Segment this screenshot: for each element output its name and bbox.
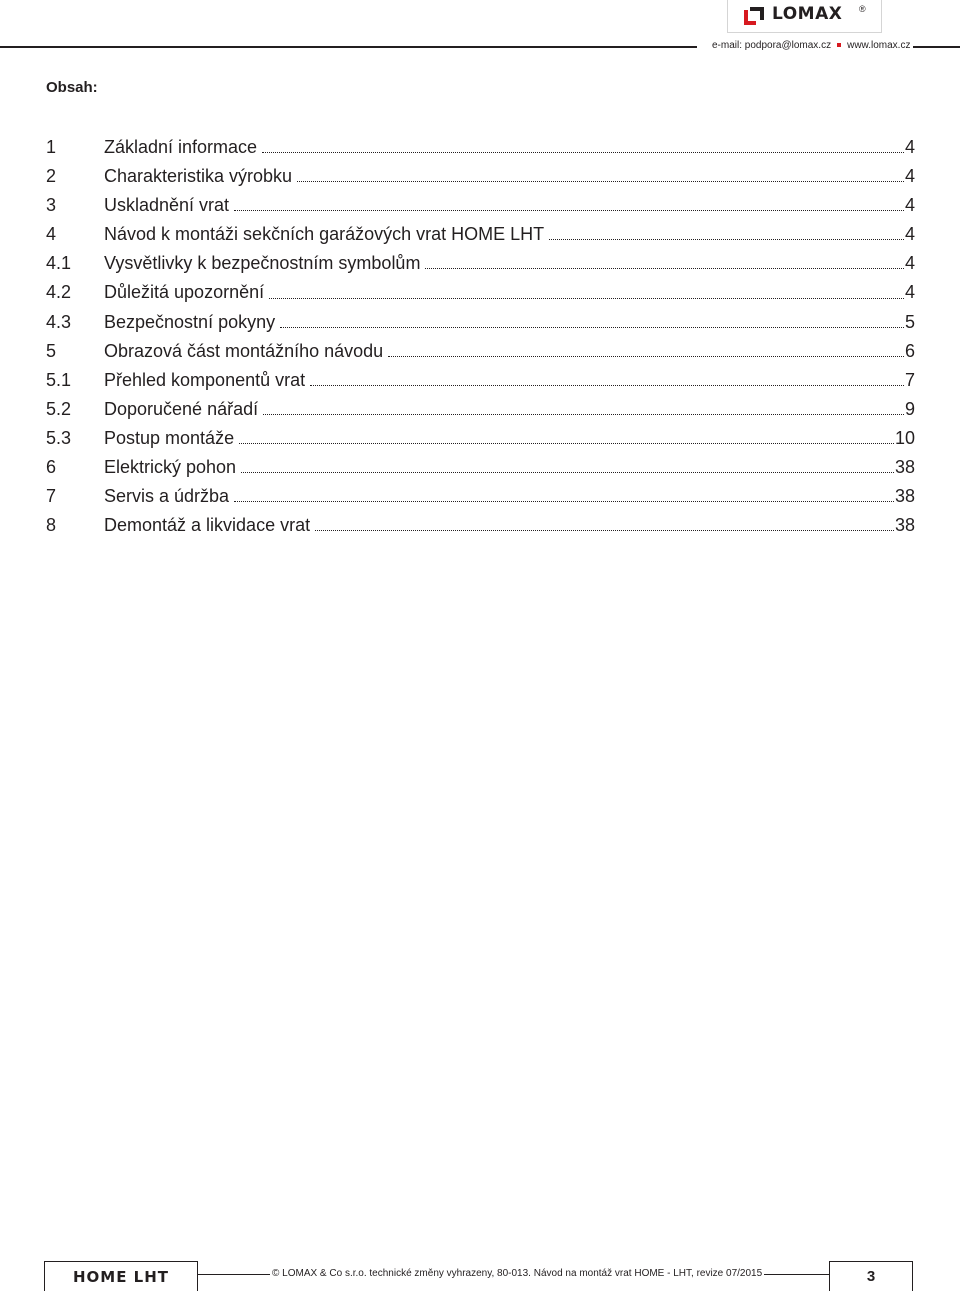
toc-dot-leader [263,414,904,415]
toc-page-number: 4 [904,137,915,157]
toc-title: Servis a údržba [104,486,230,507]
toc-row[interactable] [46,424,915,453]
toc-dot-leader [425,268,904,269]
toc-dot-leader [280,327,904,328]
toc-title: Obrazová část montážního návodu [104,340,384,361]
toc-row[interactable] [46,191,915,220]
toc-heading: Obsah: [46,79,98,96]
separator-square-icon [837,43,841,47]
logo-trademark: ® [859,4,866,14]
toc-row[interactable] [46,395,915,424]
toc-dot-leader [239,443,894,444]
toc-dot-leader [269,298,904,299]
header-email[interactable]: e-mail: podpora@lomax.cz [712,40,832,51]
toc-row[interactable] [46,249,915,278]
toc-row[interactable] [46,220,915,249]
toc-dot-leader [297,181,904,182]
toc-row[interactable] [46,366,915,395]
toc-page-number: 7 [904,369,915,390]
table-of-contents [46,133,915,540]
toc-dot-leader [549,239,904,240]
toc-dot-leader [262,152,904,153]
toc-dot-leader [315,530,894,531]
toc-row[interactable] [46,337,915,366]
toc-number: 5.3 [46,427,72,448]
footer-page-box [829,1261,913,1291]
toc-title: Doporučené nářadí [104,398,259,419]
toc-row[interactable] [46,278,915,307]
toc-page-number: 38 [894,486,915,507]
toc-page-number: 6 [904,340,915,361]
header-contacts [709,40,913,54]
toc-page-number: 4 [904,195,915,216]
toc-page-number: 10 [894,427,915,448]
toc-dot-leader [388,356,904,357]
footer-product-name: HOME LHT [72,1267,170,1286]
toc-title: Charakteristika výrobku [104,166,293,187]
toc-title: Demontáž a likvidace vrat [104,515,311,536]
toc-number: 6 [46,457,57,478]
toc-number: 4.3 [46,311,72,332]
toc-row[interactable] [46,453,915,482]
toc-title: Důležitá upozornění [104,282,265,303]
toc-dot-leader [234,501,894,502]
toc-title: Návod k montáži sekčních garážových vrat HOME LHT [104,224,545,245]
toc-row[interactable] [46,162,915,191]
header-rule-right [909,46,960,48]
toc-title: Základní informace [104,137,258,157]
toc-number: 1 [46,137,57,157]
header-website[interactable]: www.lomax.cz [847,40,911,51]
toc-page-number: 38 [894,515,915,536]
toc-title: Postup montáže [104,427,235,448]
toc-number: 7 [46,486,57,507]
toc-number: 2 [46,166,57,187]
toc-dot-leader [310,385,904,386]
toc-page-number: 4 [904,253,915,274]
lomax-logo-mark-icon [744,7,766,27]
toc-page-number: 5 [904,311,915,332]
header-rule-left [0,46,697,48]
toc-number: 3 [46,195,57,216]
footer-copyright: © LOMAX & Co s.r.o. technické změny vyhrazeny, 80-013. Návod na montáž vrat HOME - LHT, revize 07/2015 [270,1268,764,1282]
toc-row[interactable] [46,482,915,511]
toc-dot-leader [234,210,904,211]
toc-number: 5.2 [46,398,72,419]
toc-page-number: 38 [894,457,915,478]
toc-number: 8 [46,515,57,536]
toc-row[interactable] [46,511,915,540]
toc-dot-leader [241,472,894,473]
toc-number: 4 [46,224,57,245]
toc-page-number: 9 [904,398,915,419]
toc-title: Uskladnění vrat [104,195,230,216]
toc-row[interactable] [46,133,915,162]
toc-page-number: 4 [904,166,915,187]
toc-title: Elektrický pohon [104,457,237,478]
toc-title: Přehled komponentů vrat [104,369,306,390]
toc-number: 4.2 [46,282,72,303]
logo-text: LOMAX [772,4,843,24]
toc-number: 4.1 [46,253,72,274]
logo [727,0,882,33]
footer-product-box [44,1261,198,1291]
toc-page-number: 4 [904,224,915,245]
toc-row[interactable] [46,308,915,337]
page-number: 3 [866,1268,876,1285]
toc-title: Vysvětlivky k bezpečnostním symbolům [104,253,421,274]
toc-page-number: 4 [904,282,915,303]
toc-number: 5.1 [46,369,72,390]
toc-number: 5 [46,340,57,361]
toc-title: Bezpečnostní pokyny [104,311,276,332]
